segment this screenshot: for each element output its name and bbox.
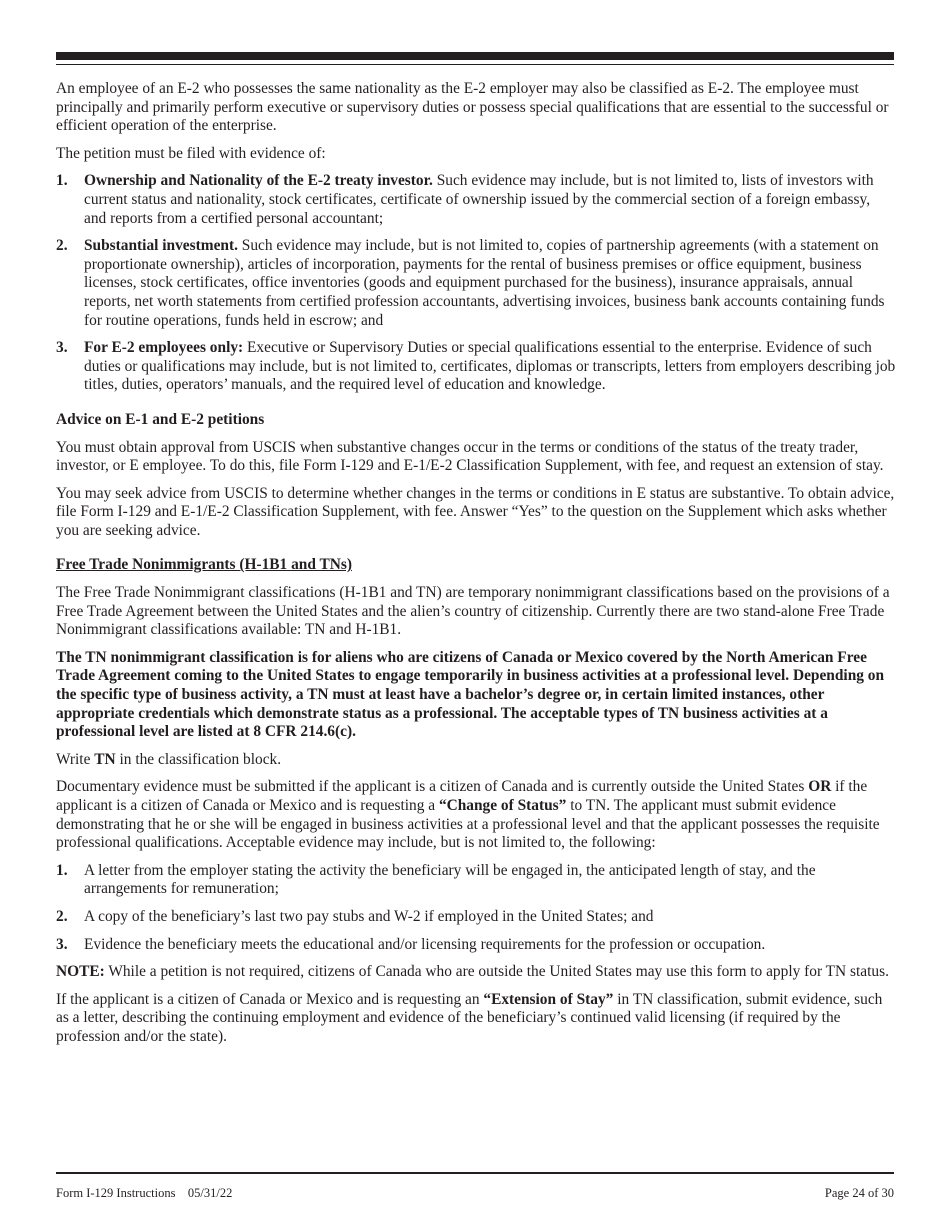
tn-classification-paragraph: The TN nonimmigrant classification is for aliens who are citizens of Canada or Mexico covered by the North American Free Trade Agreement coming to the United States to engage temporarily in business activities at a professional level. Depending on the specific type of business activity, a TN must at least have a bachelor’s degree or, in certain limited instances, other appropriate credentials which demonstrate status as a professional. The acceptable types of TN business activities at a professional level are listed at 8 CFR 214.6(c). [56,648,885,741]
page-content [56,80,896,1056]
evidence-item-ownership [56,172,896,228]
evidence-item-title: For E-2 employees only: [84,339,244,357]
write-tn-post: in the classification block. [115,750,282,768]
header-thick-rule [56,52,894,60]
evidence-lead-in: The petition must be filed with evidence of: [56,144,326,162]
evidence-item-text: Such evidence may include, but is not limited to, lists of investors with current status and nationality, stock certificates, certificate of ownership issued by the commercial section of a foreign embassy, and reports from a certified personal accountant; [84,172,874,227]
list-item [56,908,896,927]
ext-text-c: in TN classification, submit evidence, such as a letter, describing the continuing employment and evidence of the beneficiary’s continued valid licensing (if required by the profession and/or the state). [56,990,883,1045]
evidence-list [56,172,896,395]
note-text: While a petition is not required, citizens of Canada who are outside the United States may use this form to apply for TN status. [104,963,889,981]
evidence-item-text: Such evidence may include, but is not limited to, copies of partnership agreements (with a statement on proportionate ownership), articles of incorporation, payments for the rental of business premises or office equipment, business licenses, stock certificates, office inventories (goods and equipment purchased for the business), insurance appraisals, annual reports, net worth statements from certified profession accountants, advertising invoices, business bank accounts containing funds for routine operations, funds held in escrow; and [84,237,885,329]
evidence-item-title: Substantial investment. [84,237,238,255]
list-number: 3. [56,339,68,357]
write-tn-code: TN [94,750,116,768]
documentary-evidence-paragraph [56,778,896,852]
note-paragraph [56,963,896,982]
doc-change-of-status: “Change of Status” [438,797,567,814]
ext-text-a: If the applicant is a citizen of Canada or Mexico and is requesting an [56,990,484,1008]
advice-heading: Advice on E-1 and E-2 petitions [56,410,265,428]
write-tn-pre: Write [56,750,95,768]
write-tn-paragraph [56,751,896,770]
doc-or: OR [808,778,832,796]
intro-paragraph: An employee of an E-2 who possesses the same nationality as the E-2 employer may also be classified as E-2. The employee must principally and primarily perform executive or supervisory duties or possess special qualifications that are essential to the successful or efficient operation of the enterprise. [56,80,889,135]
evidence-item-text: Executive or Supervisory Duties or special qualifications essential to the enterprise. Evidence of such duties or qualifications may include, but is not limited to, certificates, diplomas or transcripts, letters from employers describing job titles, duties, operators’ manuals, and the required level of education and knowledge. [84,339,896,394]
evidence-item-title: Ownership and Nationality of the E-2 treaty investor. [84,172,433,190]
list-item-text: Evidence the beneficiary meets the educational and/or licensing requirements for the profession or occupation. [84,935,766,953]
doc-text-a: Documentary evidence must be submitted if the applicant is a citizen of Canada and is currently outside the United States [56,778,809,796]
note-label: NOTE: [56,963,105,981]
list-item [56,862,896,899]
list-number: 2. [56,237,68,255]
list-number: 1. [56,172,68,190]
list-number: 1. [56,861,68,879]
list-number: 2. [56,907,68,925]
list-number: 3. [56,935,68,953]
free-trade-heading: Free Trade Nonimmigrants (H-1B1 and TNs) [56,556,352,574]
list-item-text: A letter from the employer stating the activity the beneficiary will be engaged in, the anticipated length of stay, and the arrangements for remuneration; [84,861,816,898]
footer-page-number: Page 24 of 30 [824,1186,894,1200]
evidence-item-investment [56,237,896,330]
footer-form-id: Form I-129 Instructions 05/31/22 [56,1186,233,1200]
free-trade-paragraph: The Free Trade Nonimmigrant classifications (H-1B1 and TN) are temporary nonimmigrant classifications based on the provisions of a Free Trade Agreement between the United States and the alien’s country of citizenship. Currently there are two stand-alone Free Trade Nonimmigrant classifications available: TN and H-1B1. [56,584,890,639]
doc-text-b: if the applicant is a citizen of Canada or Mexico and is requesting a [56,778,868,814]
footer-rule [56,1172,894,1174]
advice-paragraph-1: You must obtain approval from USCIS when substantive changes occur in the terms or conditions of the status of the treaty trader, investor, or E employee. To do this, file Form I-129 and E-1/E-2 Classification Supplement, with fee, and request an extension of stay. [56,438,884,475]
doc-text-c: to TN. The applicant must submit evidence demonstrating that he or she will be engaged in business activities at a professional level and that the applicant possesses the requisite professional qualifications. Acceptable evidence may include, but is not limited to, the following: [56,797,880,852]
ext-extension-of-stay: “Extension of Stay” [483,990,614,1008]
list-item [56,936,896,955]
list-item-text: A copy of the beneficiary’s last two pay stubs and W-2 if employed in the United States; and [84,907,654,925]
advice-paragraph-2: You may seek advice from USCIS to determine whether changes in the terms or conditions in E status are substantive. To obtain advice, file Form I-129 and E-1/E-2 Classification Supplement, with fee. Answer “Yes” to the question on the Supplement which asks whether you are seeking advice. [56,484,895,539]
tn-evidence-list [56,862,896,954]
page-footer [56,1186,894,1201]
extension-paragraph [56,991,896,1047]
header-thin-rule [56,64,894,65]
evidence-item-employees [56,339,896,395]
